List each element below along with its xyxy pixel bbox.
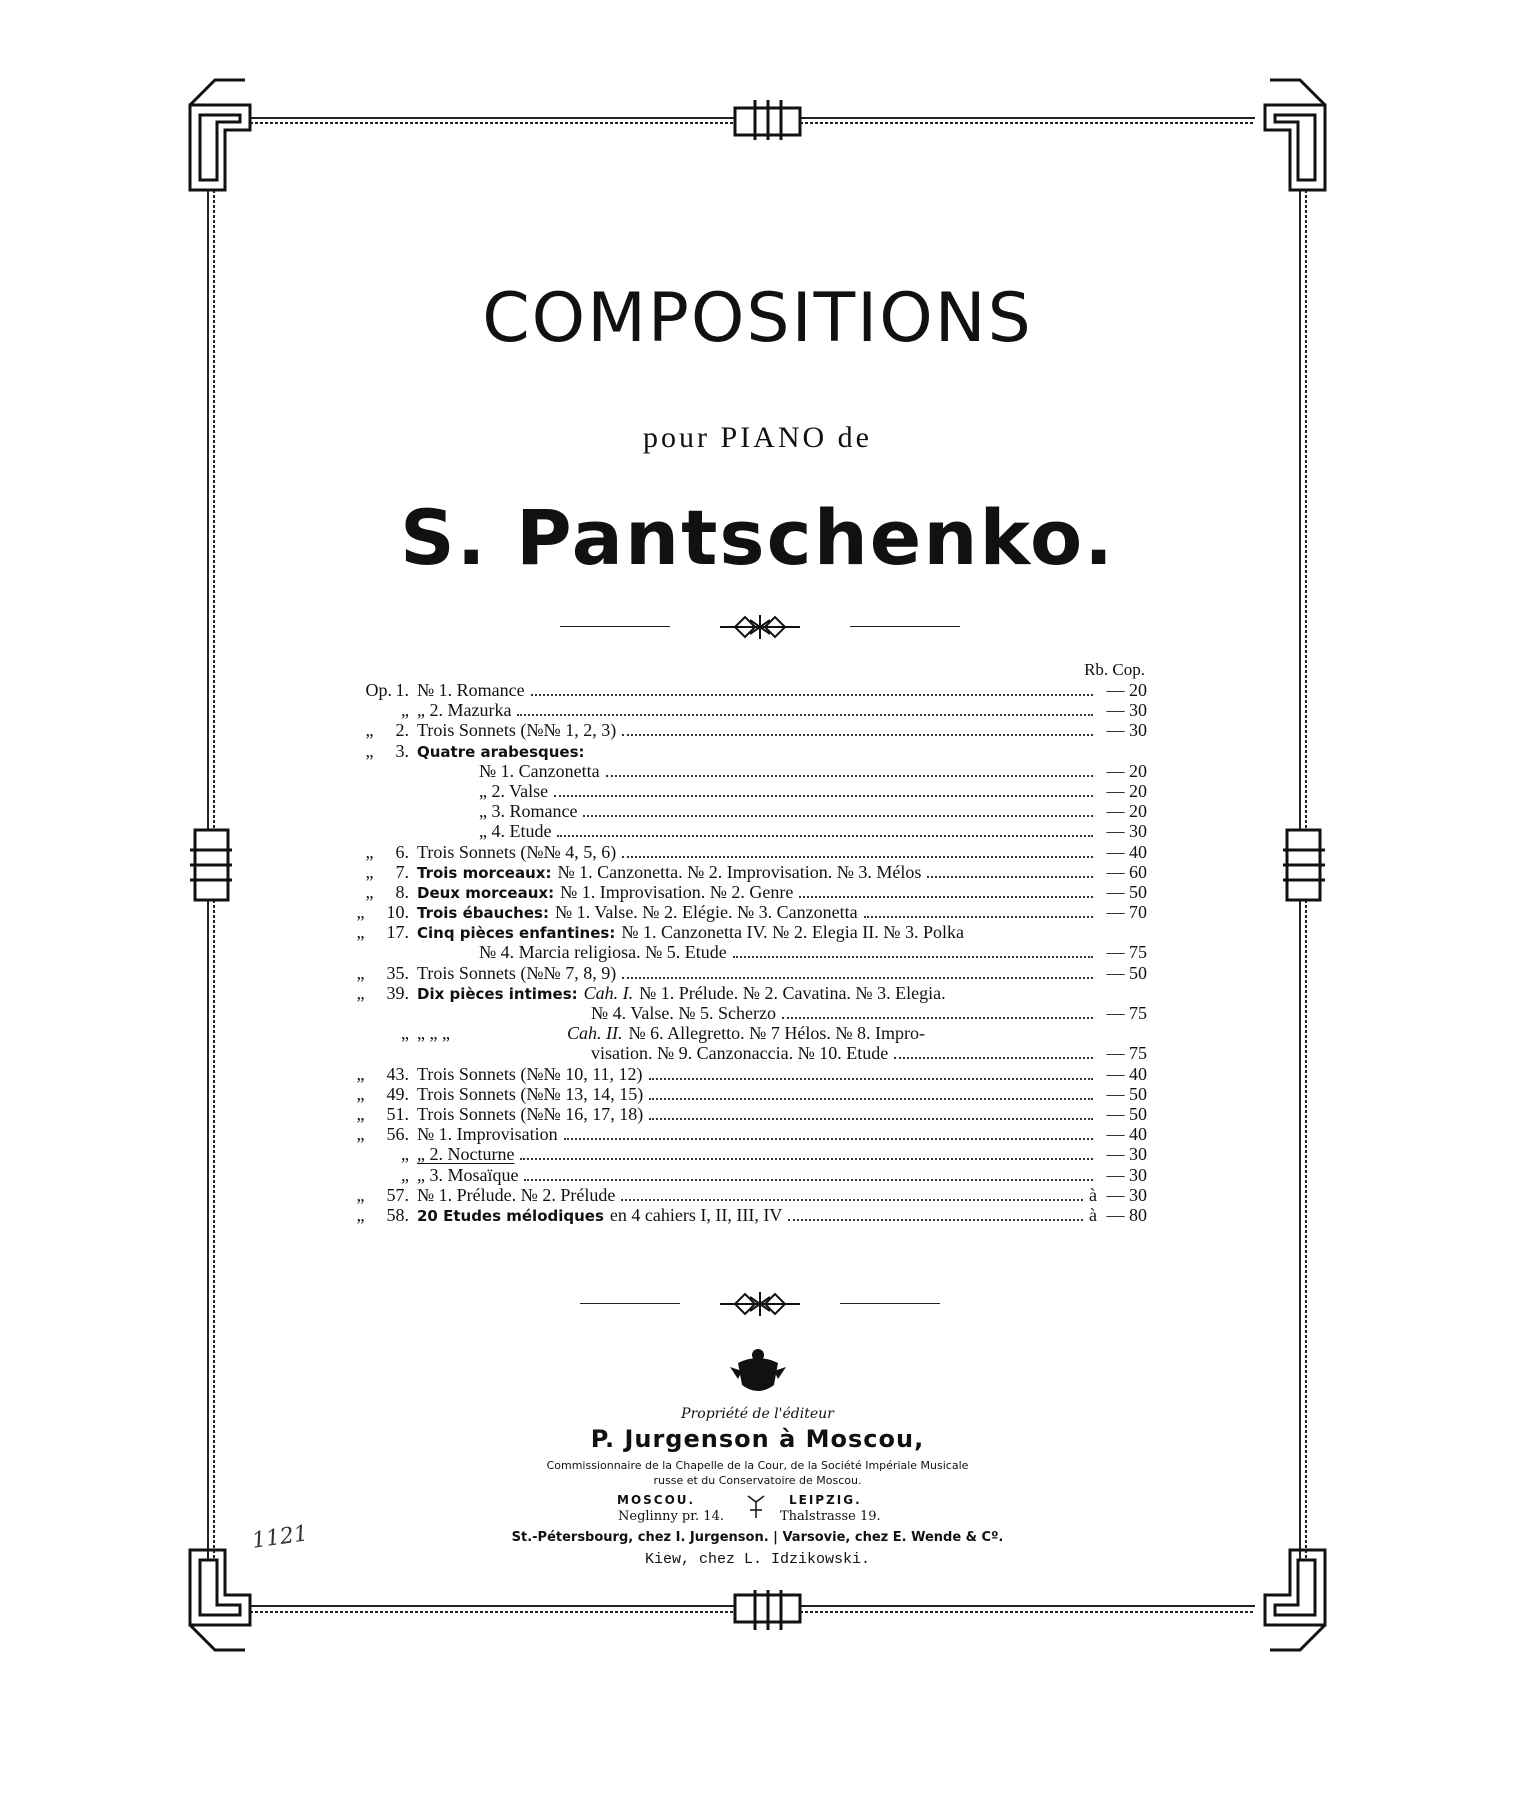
opus-number bbox=[355, 1064, 417, 1084]
opus-number bbox=[355, 680, 417, 700]
price: — 75 bbox=[1106, 942, 1147, 963]
city-moscou: MOSCOU. bbox=[617, 1493, 696, 1507]
dot-leader bbox=[622, 850, 1093, 858]
dot-leader bbox=[927, 870, 1093, 878]
opus-value: 8. bbox=[395, 881, 409, 902]
piece-title: „ 2. Valse bbox=[479, 780, 549, 801]
opus-prefix: „ bbox=[356, 962, 365, 983]
publisher-commission-line2: russe et du Conservatoire de Moscou. bbox=[653, 1474, 862, 1487]
address-leipzig: Thalstrasse 19. bbox=[780, 1509, 881, 1524]
flourish-ornament bbox=[710, 612, 810, 642]
opus-value: 7. bbox=[395, 861, 409, 882]
bottom-center-ornament bbox=[735, 1590, 800, 1630]
price: — 50 bbox=[1106, 881, 1147, 902]
opus-number bbox=[355, 1144, 417, 1164]
dot-leader bbox=[894, 1051, 1093, 1059]
subtitle: pour PIANO de bbox=[643, 421, 872, 454]
opus-number bbox=[355, 1185, 417, 1205]
corner-ornament-top-right bbox=[1265, 80, 1325, 190]
opus-prefix: „ bbox=[365, 841, 374, 862]
price: — 30 bbox=[1106, 1144, 1147, 1165]
publisher-commission-line1: Commissionnaire de la Chapelle de la Cour, de la Société Impériale Musicale bbox=[546, 1459, 969, 1472]
collection-title: Trois morceaux: bbox=[417, 863, 552, 882]
price: — 30 bbox=[1106, 720, 1147, 741]
price: — 40 bbox=[1106, 841, 1147, 862]
cahier-label: Cah. II. bbox=[567, 1023, 623, 1044]
collection-title: 20 Etudes mélodiques bbox=[417, 1206, 604, 1225]
dot-leader bbox=[733, 950, 1093, 958]
piece-title: № 1. Improvisation bbox=[417, 1124, 558, 1145]
small-eagle-icon bbox=[744, 1492, 768, 1522]
catalog-row bbox=[355, 902, 1147, 922]
opus-value: „ bbox=[401, 1144, 409, 1165]
collection-title: Quatre arabesques: bbox=[417, 742, 585, 761]
opus-number bbox=[355, 1124, 417, 1144]
imperial-eagle-emblem bbox=[728, 1345, 788, 1401]
catalog-row bbox=[355, 942, 1147, 962]
opus-number bbox=[355, 720, 417, 740]
piece-title: № 1. Prélude. № 2. Prélude bbox=[417, 1184, 616, 1205]
collection-title: Cinq pièces enfantines: bbox=[417, 924, 616, 943]
piece-title: № 4. Valse. № 5. Scherzo bbox=[591, 1003, 776, 1023]
price: — 75 bbox=[1106, 1043, 1147, 1064]
price: — 30 bbox=[1106, 821, 1147, 842]
piece-title: № 6. Allegretto. № 7 Hélos. № 8. Impro- bbox=[628, 1023, 925, 1044]
catalog-row bbox=[355, 761, 1147, 781]
price: — 40 bbox=[1106, 1124, 1147, 1145]
catalog-row bbox=[355, 983, 1147, 1003]
catalog-row bbox=[355, 720, 1147, 740]
opus-value: 56. bbox=[386, 1124, 409, 1145]
piece-title: № 1. Canzonetta bbox=[479, 760, 600, 781]
piece-title: Trois Sonnets (№№ 1, 2, 3) bbox=[417, 720, 617, 741]
piece-title: Trois Sonnets (№№ 4, 5, 6) bbox=[417, 841, 617, 862]
opus-value: 49. bbox=[386, 1083, 409, 1104]
collection-title: Deux morceaux: bbox=[417, 883, 555, 902]
opus-prefix: „ bbox=[356, 982, 365, 1003]
opus-prefix: „ bbox=[356, 1063, 365, 1084]
dot-leader bbox=[564, 1132, 1093, 1140]
top-center-ornament bbox=[735, 100, 800, 140]
dot-leader bbox=[517, 708, 1093, 716]
dot-leader bbox=[649, 1072, 1093, 1080]
opus-value: 10. bbox=[386, 902, 409, 923]
catalog-row bbox=[355, 821, 1147, 841]
price: — 60 bbox=[1106, 861, 1147, 882]
opus-prefix: „ bbox=[365, 861, 374, 882]
dot-leader bbox=[554, 789, 1093, 797]
piece-title: Trois Sonnets (№№ 13, 14, 15) bbox=[417, 1083, 644, 1104]
piece-title: „ 3. Mosaïque bbox=[417, 1164, 519, 1185]
catalog-row bbox=[355, 842, 1147, 862]
price: — 80 bbox=[1106, 1204, 1147, 1225]
opus-value: 43. bbox=[386, 1063, 409, 1084]
composer-name: S. Pantschenko. bbox=[399, 493, 1116, 582]
opus-prefix: „ bbox=[356, 1103, 365, 1124]
dot-leader bbox=[788, 1213, 1083, 1221]
piece-title: № 1. Canzonetta. № 2. Improvisation. № 3. Mélos bbox=[557, 861, 922, 882]
dot-leader bbox=[622, 728, 1093, 736]
piece-title: „ 3. Romance bbox=[479, 801, 578, 822]
opus-prefix: „ bbox=[356, 902, 365, 923]
dot-leader bbox=[782, 1011, 1093, 1019]
catalog-row bbox=[355, 1023, 1147, 1043]
catalog-row bbox=[355, 862, 1147, 882]
opus-value: „ bbox=[401, 700, 409, 721]
opus-prefix: „ bbox=[365, 720, 374, 741]
opus-value: 35. bbox=[386, 962, 409, 983]
catalog-row bbox=[355, 922, 1147, 942]
publisher-name: P. Jurgenson à Moscou, bbox=[590, 1425, 925, 1453]
piece-title: visation. № 9. Canzonaccia. № 10. Etude bbox=[591, 1043, 889, 1064]
piece-title: „ 2. Nocturne bbox=[417, 1144, 515, 1165]
catalog-row bbox=[355, 1124, 1147, 1144]
opus-number bbox=[355, 862, 417, 882]
opus-prefix: „ bbox=[356, 1204, 365, 1225]
catalog-row bbox=[355, 1064, 1147, 1084]
price: — 20 bbox=[1106, 760, 1147, 781]
price: — 40 bbox=[1106, 1063, 1147, 1084]
address-moscou: Neglinny pr. 14. bbox=[618, 1509, 724, 1524]
piece-title: en 4 cahiers I, II, III, IV bbox=[609, 1204, 783, 1225]
opus-number bbox=[355, 1084, 417, 1104]
opus-number bbox=[355, 741, 417, 761]
catalog-row bbox=[355, 1104, 1147, 1124]
catalog-row bbox=[355, 882, 1147, 902]
divider-top bbox=[560, 612, 960, 642]
catalog-row bbox=[355, 1205, 1147, 1225]
per-item-marker: à bbox=[1089, 1204, 1097, 1225]
price: — 30 bbox=[1106, 700, 1147, 721]
opus-number bbox=[355, 842, 417, 862]
dot-leader bbox=[649, 1092, 1093, 1100]
catalog-row bbox=[355, 1043, 1147, 1063]
piece-title: Trois Sonnets (№№ 10, 11, 12) bbox=[417, 1063, 643, 1084]
opus-value: 57. bbox=[386, 1184, 409, 1205]
left-center-ornament bbox=[190, 830, 232, 900]
corner-ornament-top-left bbox=[190, 80, 250, 190]
opus-number bbox=[355, 1104, 417, 1124]
opus-number bbox=[355, 882, 417, 902]
collection-title: Dix pièces intimes: bbox=[417, 984, 578, 1003]
catalog-row bbox=[355, 1165, 1147, 1185]
catalog-row bbox=[355, 1084, 1147, 1104]
price-column-header: Rb. Cop. bbox=[1084, 660, 1145, 679]
opus-value: 17. bbox=[386, 922, 409, 943]
collection-title: Trois ébauches: bbox=[417, 904, 549, 923]
price: — 30 bbox=[1106, 1184, 1147, 1205]
catalog-row bbox=[355, 801, 1147, 821]
price: — 50 bbox=[1106, 1103, 1147, 1124]
dot-leader bbox=[520, 1152, 1093, 1160]
opus-value: 51. bbox=[386, 1103, 409, 1124]
price: — 30 bbox=[1106, 1164, 1147, 1185]
dot-leader bbox=[557, 829, 1093, 837]
catalog-row bbox=[355, 741, 1147, 761]
opus-value: „ bbox=[401, 1164, 409, 1185]
publisher-kiew: Kiew, chez L. Idzikowski. bbox=[644, 1551, 871, 1568]
dot-leader bbox=[606, 769, 1093, 777]
price: — 70 bbox=[1106, 902, 1147, 923]
opus-prefix: „ bbox=[365, 740, 374, 761]
catalog-row bbox=[355, 963, 1147, 983]
opus-number bbox=[355, 1023, 417, 1043]
cahier-label: Cah. I. bbox=[583, 982, 634, 1003]
city-leipzig: LEIPZIG. bbox=[789, 1493, 862, 1507]
opus-number bbox=[355, 1205, 417, 1225]
opus-number bbox=[355, 983, 417, 1003]
piece-title: Trois Sonnets (№№ 16, 17, 18) bbox=[417, 1103, 644, 1124]
piece-title: Trois Sonnets (№№ 7, 8, 9) bbox=[417, 962, 617, 983]
dot-leader bbox=[649, 1112, 1093, 1120]
opus-number bbox=[355, 922, 417, 942]
right-center-ornament bbox=[1283, 830, 1325, 900]
dot-leader bbox=[524, 1173, 1093, 1181]
price: — 20 bbox=[1106, 780, 1147, 801]
opus-prefix: „ bbox=[356, 1083, 365, 1104]
dot-leader bbox=[622, 971, 1093, 979]
piece-title: № 1. Improvisation. № 2. Genre bbox=[560, 881, 794, 902]
opus-value: 58. bbox=[386, 1204, 409, 1225]
handwritten-mark: 1121 bbox=[250, 1521, 310, 1554]
opus-value: 3. bbox=[395, 740, 409, 761]
flourish-ornament-bottom bbox=[710, 1289, 810, 1319]
opus-number bbox=[355, 902, 417, 922]
piece-title: № 1. Romance bbox=[417, 680, 525, 700]
publisher-property-note: Propriété de l'éditeur bbox=[681, 1406, 834, 1422]
catalog-row bbox=[355, 1185, 1147, 1205]
price: — 20 bbox=[1106, 680, 1147, 700]
piece-title: № 1. Canzonetta IV. № 2. Elegia II. № 3. Polka bbox=[621, 922, 964, 943]
price: — 75 bbox=[1106, 1003, 1147, 1023]
opus-number bbox=[355, 1165, 417, 1185]
catalog-row bbox=[355, 680, 1147, 700]
opus-number bbox=[355, 700, 417, 720]
catalog-row bbox=[355, 1144, 1147, 1164]
opus-value: 6. bbox=[395, 841, 409, 862]
catalog-table bbox=[355, 660, 1147, 1225]
per-item-marker: à bbox=[1089, 1184, 1097, 1205]
opus-value: 2. bbox=[395, 720, 409, 741]
piece-title: № 4. Marcia religiosa. № 5. Etude bbox=[479, 942, 727, 963]
ditto-marks: „ „ „ bbox=[417, 1023, 450, 1044]
opus-value: 39. bbox=[386, 982, 409, 1003]
dot-leader bbox=[864, 910, 1093, 918]
opus-prefix: Op. bbox=[365, 680, 392, 700]
dot-leader bbox=[799, 890, 1093, 898]
opus-prefix: „ bbox=[365, 881, 374, 902]
divider-bottom bbox=[560, 1289, 960, 1319]
dot-leader bbox=[621, 1193, 1083, 1201]
dot-leader bbox=[531, 688, 1093, 696]
price: — 50 bbox=[1106, 962, 1147, 983]
catalog-row bbox=[355, 1003, 1147, 1023]
catalog-row bbox=[355, 781, 1147, 801]
opus-value: „ bbox=[401, 1023, 409, 1044]
opus-prefix: „ bbox=[356, 1184, 365, 1205]
opus-number bbox=[355, 963, 417, 983]
piece-title: № 1. Valse. № 2. Elégie. № 3. Canzonetta bbox=[554, 902, 858, 923]
opus-prefix: „ bbox=[356, 922, 365, 943]
price: — 50 bbox=[1106, 1083, 1147, 1104]
piece-title: „ 2. Mazurka bbox=[417, 700, 512, 721]
dot-leader bbox=[583, 809, 1093, 817]
opus-prefix: „ bbox=[356, 1124, 365, 1145]
page-title: COMPOSITIONS bbox=[482, 279, 1033, 358]
piece-title: „ 4. Etude bbox=[479, 821, 552, 842]
price: — 20 bbox=[1106, 801, 1147, 822]
piece-title: № 1. Prélude. № 2. Cavatina. № 3. Elegia. bbox=[639, 982, 946, 1003]
catalog-row bbox=[355, 700, 1147, 720]
publisher-branches: St.-Pétersbourg, chez I. Jurgenson. | Varsovie, chez E. Wende & Cº. bbox=[511, 1530, 1004, 1545]
opus-value: 1. bbox=[395, 680, 409, 700]
